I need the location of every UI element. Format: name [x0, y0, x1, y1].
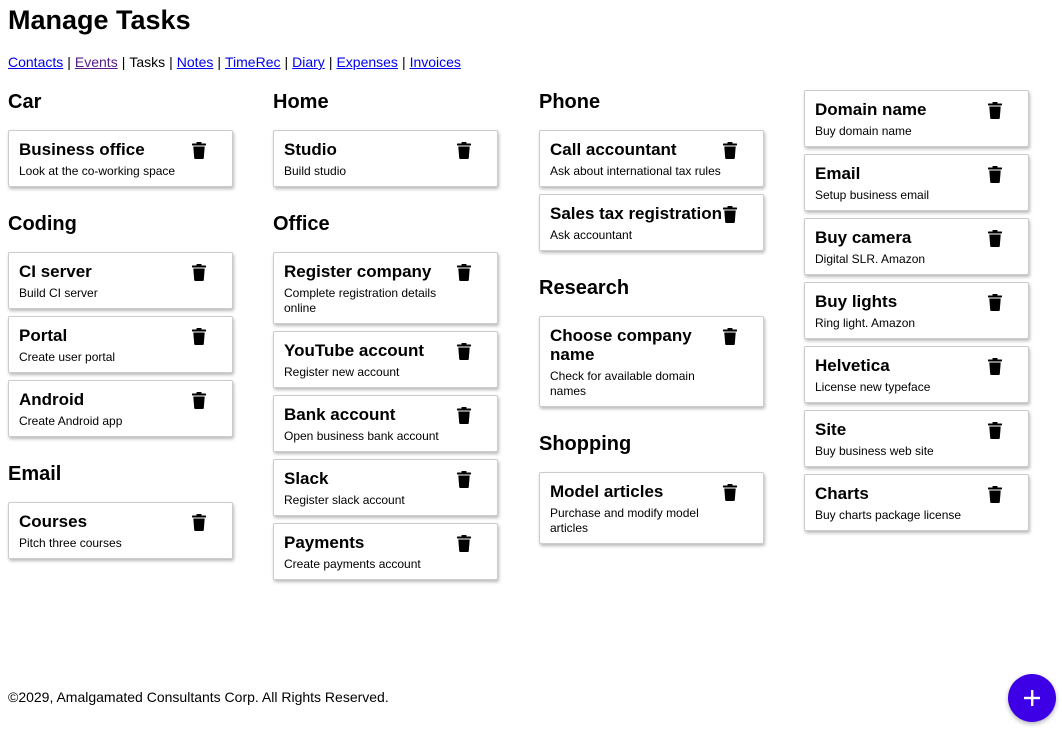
task-description: Ask accountant — [550, 228, 633, 242]
task-group-coding — [8, 194, 233, 437]
task-card[interactable] — [8, 252, 233, 309]
trash-icon[interactable] — [723, 206, 737, 223]
trash-icon[interactable] — [988, 166, 1002, 183]
task-description: Buy business web site — [815, 444, 934, 458]
task-description: Ring light. Amazon — [815, 316, 916, 330]
trash-icon[interactable] — [457, 264, 471, 281]
group-heading: Home — [273, 91, 329, 113]
group-heading: Email — [8, 463, 62, 485]
task-title: Model articles — [550, 482, 664, 501]
task-description: License new typeface — [815, 380, 931, 394]
page-title: Manage Tasks — [8, 5, 191, 35]
nav-separator: | — [328, 54, 333, 70]
trash-icon[interactable] — [988, 422, 1002, 439]
task-title: Studio — [284, 140, 337, 159]
task-description: Create user portal — [19, 350, 116, 364]
task-title: CI server — [19, 262, 92, 281]
group-heading: Phone — [539, 91, 601, 113]
nav-separator: | — [284, 54, 289, 70]
trash-icon[interactable] — [457, 535, 471, 552]
task-card[interactable] — [539, 194, 764, 251]
task-card[interactable] — [539, 316, 764, 407]
nav-separator: | — [67, 54, 71, 70]
trash-icon[interactable] — [192, 142, 206, 159]
trash-icon[interactable] — [457, 343, 471, 360]
group-heading: Shopping — [539, 433, 632, 455]
trash-icon[interactable] — [457, 471, 471, 488]
task-description: Complete registration details online — [284, 286, 437, 315]
task-title: Buy camera — [815, 228, 912, 247]
nav-separator: | — [121, 54, 126, 70]
task-description: Check for available domain names — [550, 369, 695, 398]
group-heading: Office — [273, 213, 330, 235]
group-heading: Car — [8, 91, 42, 113]
task-title: Payments — [284, 533, 365, 552]
trash-icon[interactable] — [988, 102, 1002, 119]
task-description: Ask about international tax rules — [550, 164, 721, 178]
nav-separator: | — [401, 54, 406, 70]
group-heading: Coding — [8, 213, 77, 235]
task-description: Purchase and modify model articles — [550, 506, 699, 535]
task-title: Slack — [284, 469, 329, 488]
nav-link-timerec[interactable]: TimeRec — [225, 54, 281, 70]
nav-link-notes[interactable]: Notes — [176, 54, 214, 70]
task-card[interactable] — [273, 130, 498, 187]
task-description: Open business bank account — [284, 429, 439, 443]
trash-icon[interactable] — [988, 294, 1002, 311]
task-card[interactable] — [804, 90, 1029, 147]
nav-link-diary[interactable]: Diary — [292, 54, 325, 70]
trash-icon[interactable] — [723, 484, 737, 501]
trash-icon[interactable] — [988, 230, 1002, 247]
nav-link-contacts[interactable]: Contacts — [8, 54, 64, 70]
task-title: Register company — [284, 262, 432, 281]
task-card[interactable] — [8, 502, 233, 559]
nav-link-events[interactable]: Events — [74, 54, 118, 70]
nav-bar — [8, 53, 461, 71]
task-description: Buy charts package license — [815, 508, 962, 522]
task-title: Call accountant — [550, 140, 677, 159]
task-description: Create payments account — [284, 557, 421, 571]
task-card[interactable] — [273, 523, 498, 580]
task-description: Register new account — [284, 365, 400, 379]
task-card[interactable] — [273, 252, 498, 324]
task-description: Setup business email — [815, 188, 930, 202]
task-description: Register slack account — [284, 493, 405, 507]
task-group-phone — [539, 88, 764, 251]
task-column-1 — [8, 88, 233, 566]
task-card[interactable] — [273, 459, 498, 516]
task-card[interactable] — [804, 346, 1029, 403]
task-card[interactable] — [804, 410, 1029, 467]
trash-icon[interactable] — [192, 328, 206, 345]
task-title: Buy lights — [815, 292, 898, 311]
group-heading: Research — [539, 277, 630, 299]
task-group-car — [8, 88, 233, 187]
task-description: Create Android app — [19, 414, 123, 428]
task-card[interactable] — [8, 316, 233, 373]
task-description: Look at the co-working space — [19, 164, 176, 178]
task-title: Courses — [19, 512, 88, 531]
trash-icon[interactable] — [457, 142, 471, 159]
trash-icon[interactable] — [192, 392, 206, 409]
trash-icon[interactable] — [192, 264, 206, 281]
trash-icon[interactable] — [723, 142, 737, 159]
task-card[interactable] — [273, 331, 498, 388]
task-description: Buy domain name — [815, 124, 912, 138]
task-column-2 — [273, 88, 498, 587]
task-group-home — [273, 88, 498, 187]
add-task-button[interactable] — [1008, 674, 1056, 722]
task-title: Portal — [19, 326, 68, 345]
task-column-4 — [804, 88, 1029, 538]
task-card[interactable] — [804, 474, 1029, 531]
task-group-research — [539, 258, 764, 407]
nav-separator: | — [169, 54, 173, 70]
trash-icon[interactable] — [723, 328, 737, 345]
task-column-3 — [539, 88, 764, 551]
task-card[interactable] — [273, 395, 498, 452]
task-title: Android — [19, 390, 85, 409]
task-group-ungrouped — [804, 90, 1029, 531]
task-description: Build CI server — [19, 286, 98, 300]
task-title: Helvetica — [815, 356, 890, 375]
footer-copyright: ©2029, Amalgamated Consultants Corp. All Rights Reserved. — [8, 689, 389, 705]
task-title: Choose company name — [550, 326, 692, 364]
task-title: Domain name — [815, 100, 927, 119]
task-title: Site — [815, 420, 847, 439]
task-card[interactable] — [804, 218, 1029, 275]
nav-link-invoices[interactable]: Invoices — [409, 54, 461, 70]
task-group-shopping — [539, 414, 764, 544]
task-card[interactable] — [804, 154, 1029, 211]
task-card[interactable] — [539, 472, 764, 544]
plus-icon — [1020, 686, 1044, 710]
task-card[interactable] — [804, 282, 1029, 339]
task-title: Sales tax registration — [550, 204, 722, 223]
task-description: Pitch three courses — [19, 536, 122, 550]
nav-current-tasks: Tasks — [129, 54, 166, 70]
trash-icon[interactable] — [457, 407, 471, 424]
task-description: Build studio — [284, 164, 347, 178]
task-card[interactable] — [8, 130, 233, 187]
task-group-office — [273, 194, 498, 580]
nav-separator: | — [217, 54, 221, 70]
task-title: Business office — [19, 140, 145, 159]
task-title: Email — [815, 164, 861, 183]
task-title: YouTube account — [284, 341, 425, 360]
task-description: Digital SLR. Amazon — [815, 252, 926, 266]
trash-icon[interactable] — [988, 358, 1002, 375]
task-group-email — [8, 444, 233, 559]
trash-icon[interactable] — [192, 514, 206, 531]
task-card[interactable] — [8, 380, 233, 437]
task-title: Bank account — [284, 405, 396, 424]
nav-link-expenses[interactable]: Expenses — [336, 54, 398, 70]
task-card[interactable] — [539, 130, 764, 187]
trash-icon[interactable] — [988, 486, 1002, 503]
task-title: Charts — [815, 484, 869, 503]
